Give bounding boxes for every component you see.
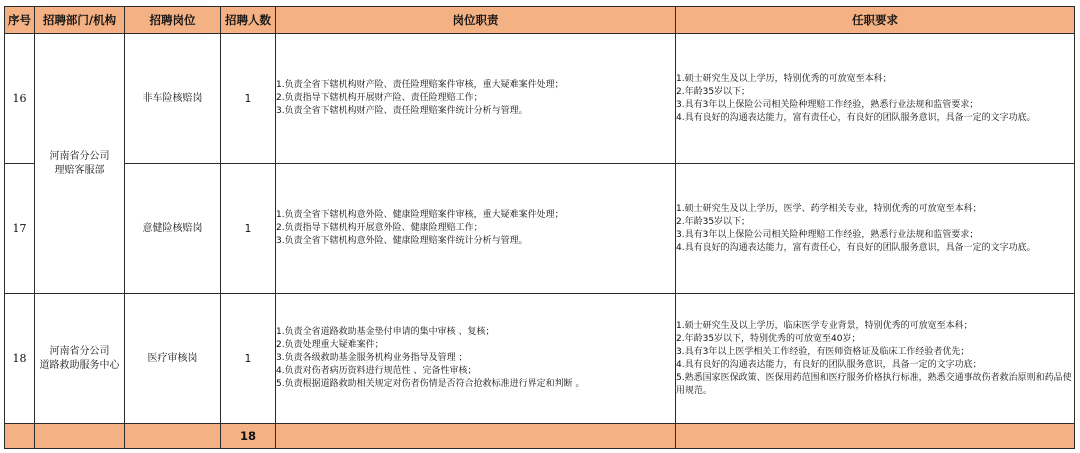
table-row <box>5 34 1075 164</box>
row-seq: 17 <box>5 164 35 294</box>
requirement-item: 1.硕士研究生及以上学历，临床医学专业背景，特别优秀的可放宽至本科； <box>676 320 973 331</box>
duty-item: 2.负责指导下辖机构开展财产险、责任险理赔工作； <box>276 93 483 103</box>
duty-item: 3.负责各级救助基金服务机构业务指导及管理 ； <box>276 353 468 363</box>
duty-item: 2.负责处理重大疑难案件； <box>276 340 384 350</box>
row-duties <box>276 34 676 164</box>
total-empty-requirements <box>676 424 1075 449</box>
total-count: 18 <box>221 424 276 449</box>
row-requirements <box>676 294 1075 424</box>
row-seq: 18 <box>5 294 35 424</box>
requirement-item: 2.年龄35岁以下，特别优秀的可放宽至40岁； <box>676 333 861 344</box>
duty-item: 1.负责全省下辖机构财产险、责任险理赔案件审核，重大疑难案件处理； <box>276 80 564 90</box>
table-row <box>5 294 1075 424</box>
header-requirements: 任职要求 <box>676 7 1075 34</box>
header-dept: 招聘部门/机构 <box>35 7 125 34</box>
duty-item: 4.负责对伤者病历资料进行规范性 、完备性审核； <box>276 366 477 376</box>
header-duties: 岗位职责 <box>276 7 676 34</box>
duty-item: 1.负责全省下辖机构意外险、健康险理赔案件审核，重大疑难案件处理； <box>276 210 564 220</box>
requirement-item: 3.具有3年以上保险公司相关险种理赔工作经验，熟悉行业法规和监管要求； <box>676 229 979 240</box>
row-position: 非车险核赔岗 <box>125 34 221 164</box>
requirement-item: 2.年龄35岁以下； <box>676 216 751 227</box>
requirement-item: 4.具有良好的沟通表达能力，富有责任心，有良好的团队服务意识，具备一定的文字功底。 <box>676 112 1036 123</box>
duty-item: 2.负责指导下辖机构开展意外险、健康险理赔工作； <box>276 223 483 233</box>
duty-item: 5.负责根据道路救助相关规定对伤者伤情是否符合抢救标准进行界定和判断 。 <box>276 379 585 389</box>
dept-line: 河南省分公司 <box>49 150 110 162</box>
header-count: 招聘人数 <box>221 7 276 34</box>
row-requirements <box>676 164 1075 294</box>
duty-item: 3.负责全省下辖机构意外险、健康险理赔案件统计分析与管理。 <box>276 236 528 246</box>
requirement-item: 3.具有3年以上医学相关工作经验，有医师资格证及临床工作经验者优先； <box>676 346 970 357</box>
duty-item: 1.负责全省道路救助基金垫付申请的集中审核 、复核； <box>276 327 495 337</box>
header-seq: 序号 <box>5 7 35 34</box>
dept-line: 道路救助服务中心 <box>39 359 120 371</box>
row-requirements <box>676 34 1075 164</box>
table-row <box>5 164 1075 294</box>
requirement-item: 4.具有良好的沟通表达能力，有良好的团队服务意识，具备一定的文字功底； <box>676 359 982 370</box>
row-duties <box>276 164 676 294</box>
recruitment-table <box>4 6 1075 449</box>
requirement-item: 5.熟悉国家医保政策、医保用药范围和医疗服务价格执行标准，熟悉交通事故伤者救治原则和药品使用规范。 <box>676 372 1072 396</box>
requirement-item: 3.具有3年以上保险公司相关险种理赔工作经验，熟悉行业法规和监管要求； <box>676 99 979 110</box>
total-empty-seq <box>5 424 35 449</box>
total-empty-dept <box>35 424 125 449</box>
duty-item: 3.负责全省下辖机构财产险、责任险理赔案件统计分析与管理。 <box>276 106 528 116</box>
row-count: 1 <box>221 164 276 294</box>
row-position: 意健险核赔岗 <box>125 164 221 294</box>
total-empty-position <box>125 424 221 449</box>
row-position: 医疗审核岗 <box>125 294 221 424</box>
dept-cell-claims <box>35 34 125 294</box>
total-row <box>5 424 1075 449</box>
requirement-item: 2.年龄35岁以下； <box>676 86 751 97</box>
row-seq: 16 <box>5 34 35 164</box>
row-duties <box>276 294 676 424</box>
header-row <box>5 7 1075 34</box>
total-empty-duties <box>276 424 676 449</box>
requirement-item: 1.硕士研究生及以上学历，医学、药学相关专业，特别优秀的可放宽至本科； <box>676 203 982 214</box>
header-position: 招聘岗位 <box>125 7 221 34</box>
row-count: 1 <box>221 294 276 424</box>
dept-line: 河南省分公司 <box>49 345 110 357</box>
requirement-item: 4.具有良好的沟通表达能力，富有责任心，有良好的团队服务意识，具备一定的文字功底。 <box>676 242 1036 253</box>
dept-line: 理赔客服部 <box>54 164 105 176</box>
dept-cell-rescue <box>35 294 125 424</box>
requirement-item: 1.硕士研究生及以上学历，特别优秀的可放宽至本科； <box>676 73 892 84</box>
row-count: 1 <box>221 34 276 164</box>
